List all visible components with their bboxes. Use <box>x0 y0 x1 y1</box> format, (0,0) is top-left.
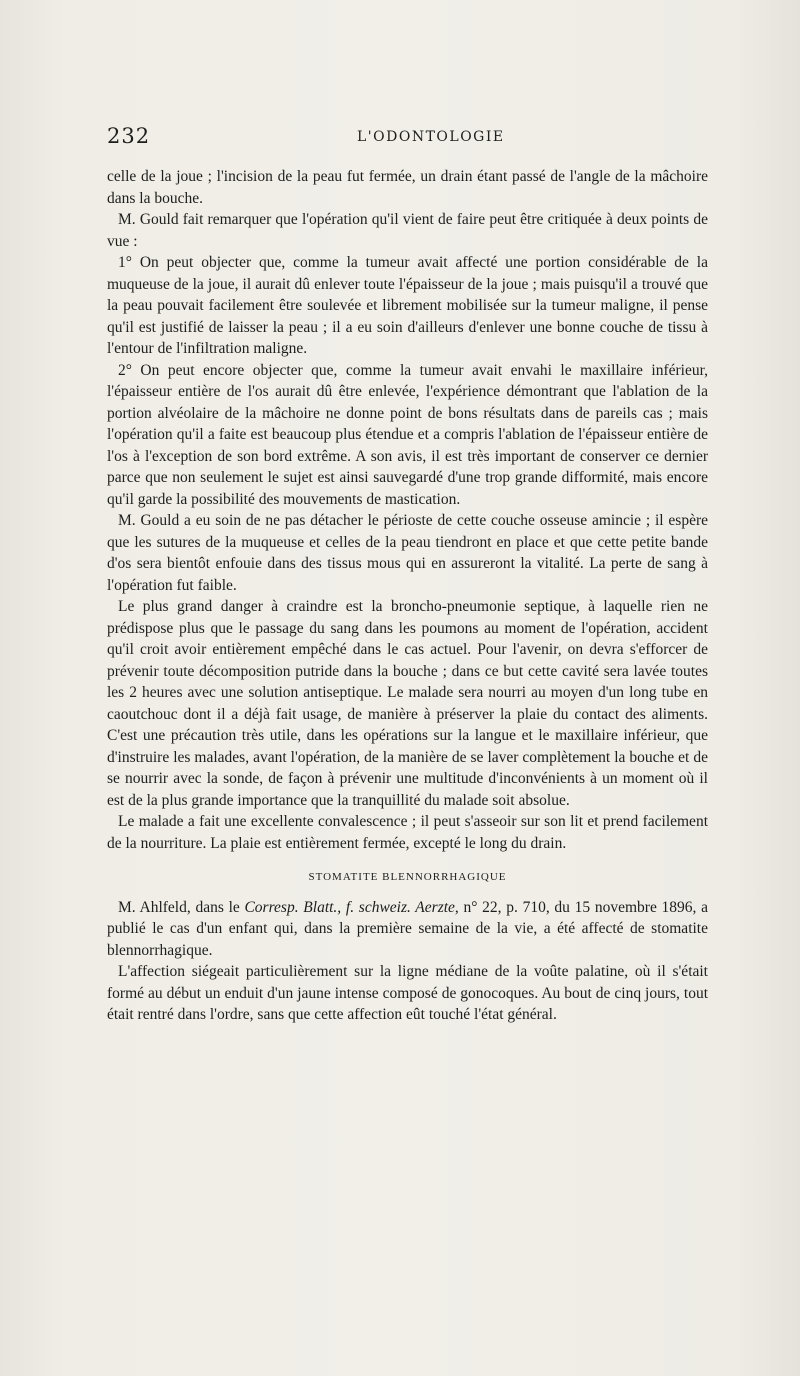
paragraph: Le plus grand danger à craindre est la broncho-pneumonie septique, à laquelle rien ne prédispose plus que le passage du sang dans les poumons au moment de l'opération, accident qu'il croit avoir entièrement empêché dans le cas actuel. Pour l'avenir, on devra s'efforcer de prévenir toute décomposition putride dans la bouche ; dans ce but cette cavité sera lavée toutes les 2 heures avec une solution antiseptique. Le malade sera nourri au moyen d'un long tube en caoutchouc dont il a déjà fait usage, de manière à préserver la plaie du contact des aliments. C'est une précaution très utile, dans les opérations sur la langue et le maxillaire inférieur, que d'instruire les malades, avant l'opération, de la manière de se laver complètement la bouche et de se nourrir avec la sonde, de façon à prévenir une multitude d'inconvénients à un moment où il est de la plus grande importance que la tranquillité du malade soit absolue. <box>107 598 708 809</box>
running-title: L'ODONTOLOGIE <box>357 129 505 145</box>
paragraph: Le malade a fait une excellente convalescence ; il peut s'asseoir sur son lit et prend facilement de la nourriture. La plaie est entièrement fermée, excepté le long du drain. <box>107 813 708 852</box>
body-text <box>107 166 708 1026</box>
paragraph-text: M. Ahlfeld, dans le <box>118 898 245 916</box>
paragraph: M. Gould a eu soin de ne pas détacher le périoste de cette couche osseuse amincie ; il espère que les sutures de la muqueuse et celles de la peau tiendront en place et que cette petite bande d'os sera bientôt enfouie dans des tissus mous qui en assureront la vitalité. La perte de sang à l'opération fut faible. <box>107 512 708 594</box>
paragraph: 1° On peut objecter que, comme la tumeur avait affecté une portion considérable de la muqueuse de la joue, il aurait dû enlever toute l'épaisseur de la joue ; mais puisqu'il a trouvé que la peau pouvait facilement être soulevée et librement mobilisée sur la tumeur maligne, il pense qu'il est justifié de laisser la peau ; il a eu soin d'ailleurs d'enlever une bonne couche de tissu à l'entour de l'infiltration maligne. <box>107 254 708 357</box>
section-title: STOMATITE BLENNORRHAGIQUE <box>308 871 507 883</box>
paragraph: L'affection siégeait particulièrement sur la ligne médiane de la voûte palatine, où il s'était formé au début un enduit d'un jaune intense composé de gonocoques. Au bout de cinq jours, tout était rentré dans l'ordre, sans que cette affection eût touché l'état général. <box>107 963 708 1023</box>
paragraph: celle de la joue ; l'incision de la peau fut fermée, un drain étant passé de l'angle de la mâchoire dans la bouche. <box>107 168 708 207</box>
page-header <box>107 124 708 154</box>
paragraph <box>107 897 708 962</box>
paragraph: 2° On peut encore objecter que, comme la tumeur avait envahi le maxillaire inférieur, l'épaisseur entière de l'os aurait dû être enlevée, l'expérience démontrant que l'ablation de la portion alvéolaire de la mâchoire ne donne point de bons résultats dans de pareils cas ; mais l'opération qu'il a faite est beaucoup plus étendue et a compris l'ablation de l'épaisseur entière de l'os à l'exception de son bord extrême. A son avis, il est très important de conserver ce dernier parce que non seulement le sujet est ainsi sauvegardé d'une trop grande difformité, mais encore qu'il garde la possibilité des mouvements de mastication. <box>107 361 708 508</box>
paragraph-text: , n° 22, p. 710, du 15 novembre 1896, a publié le cas d'un enfant qui, dans la première semaine de la vie, a été affecté de stomatite blennorrhagique. <box>107 898 709 959</box>
paragraph: M. Gould fait remarquer que l'opération qu'il vient de faire peut être critiquée à deux points de vue : <box>107 211 708 250</box>
page-number: 232 <box>107 124 151 148</box>
journal-title: Corresp. Blatt., f. schweiz. Aerzte <box>244 898 455 916</box>
